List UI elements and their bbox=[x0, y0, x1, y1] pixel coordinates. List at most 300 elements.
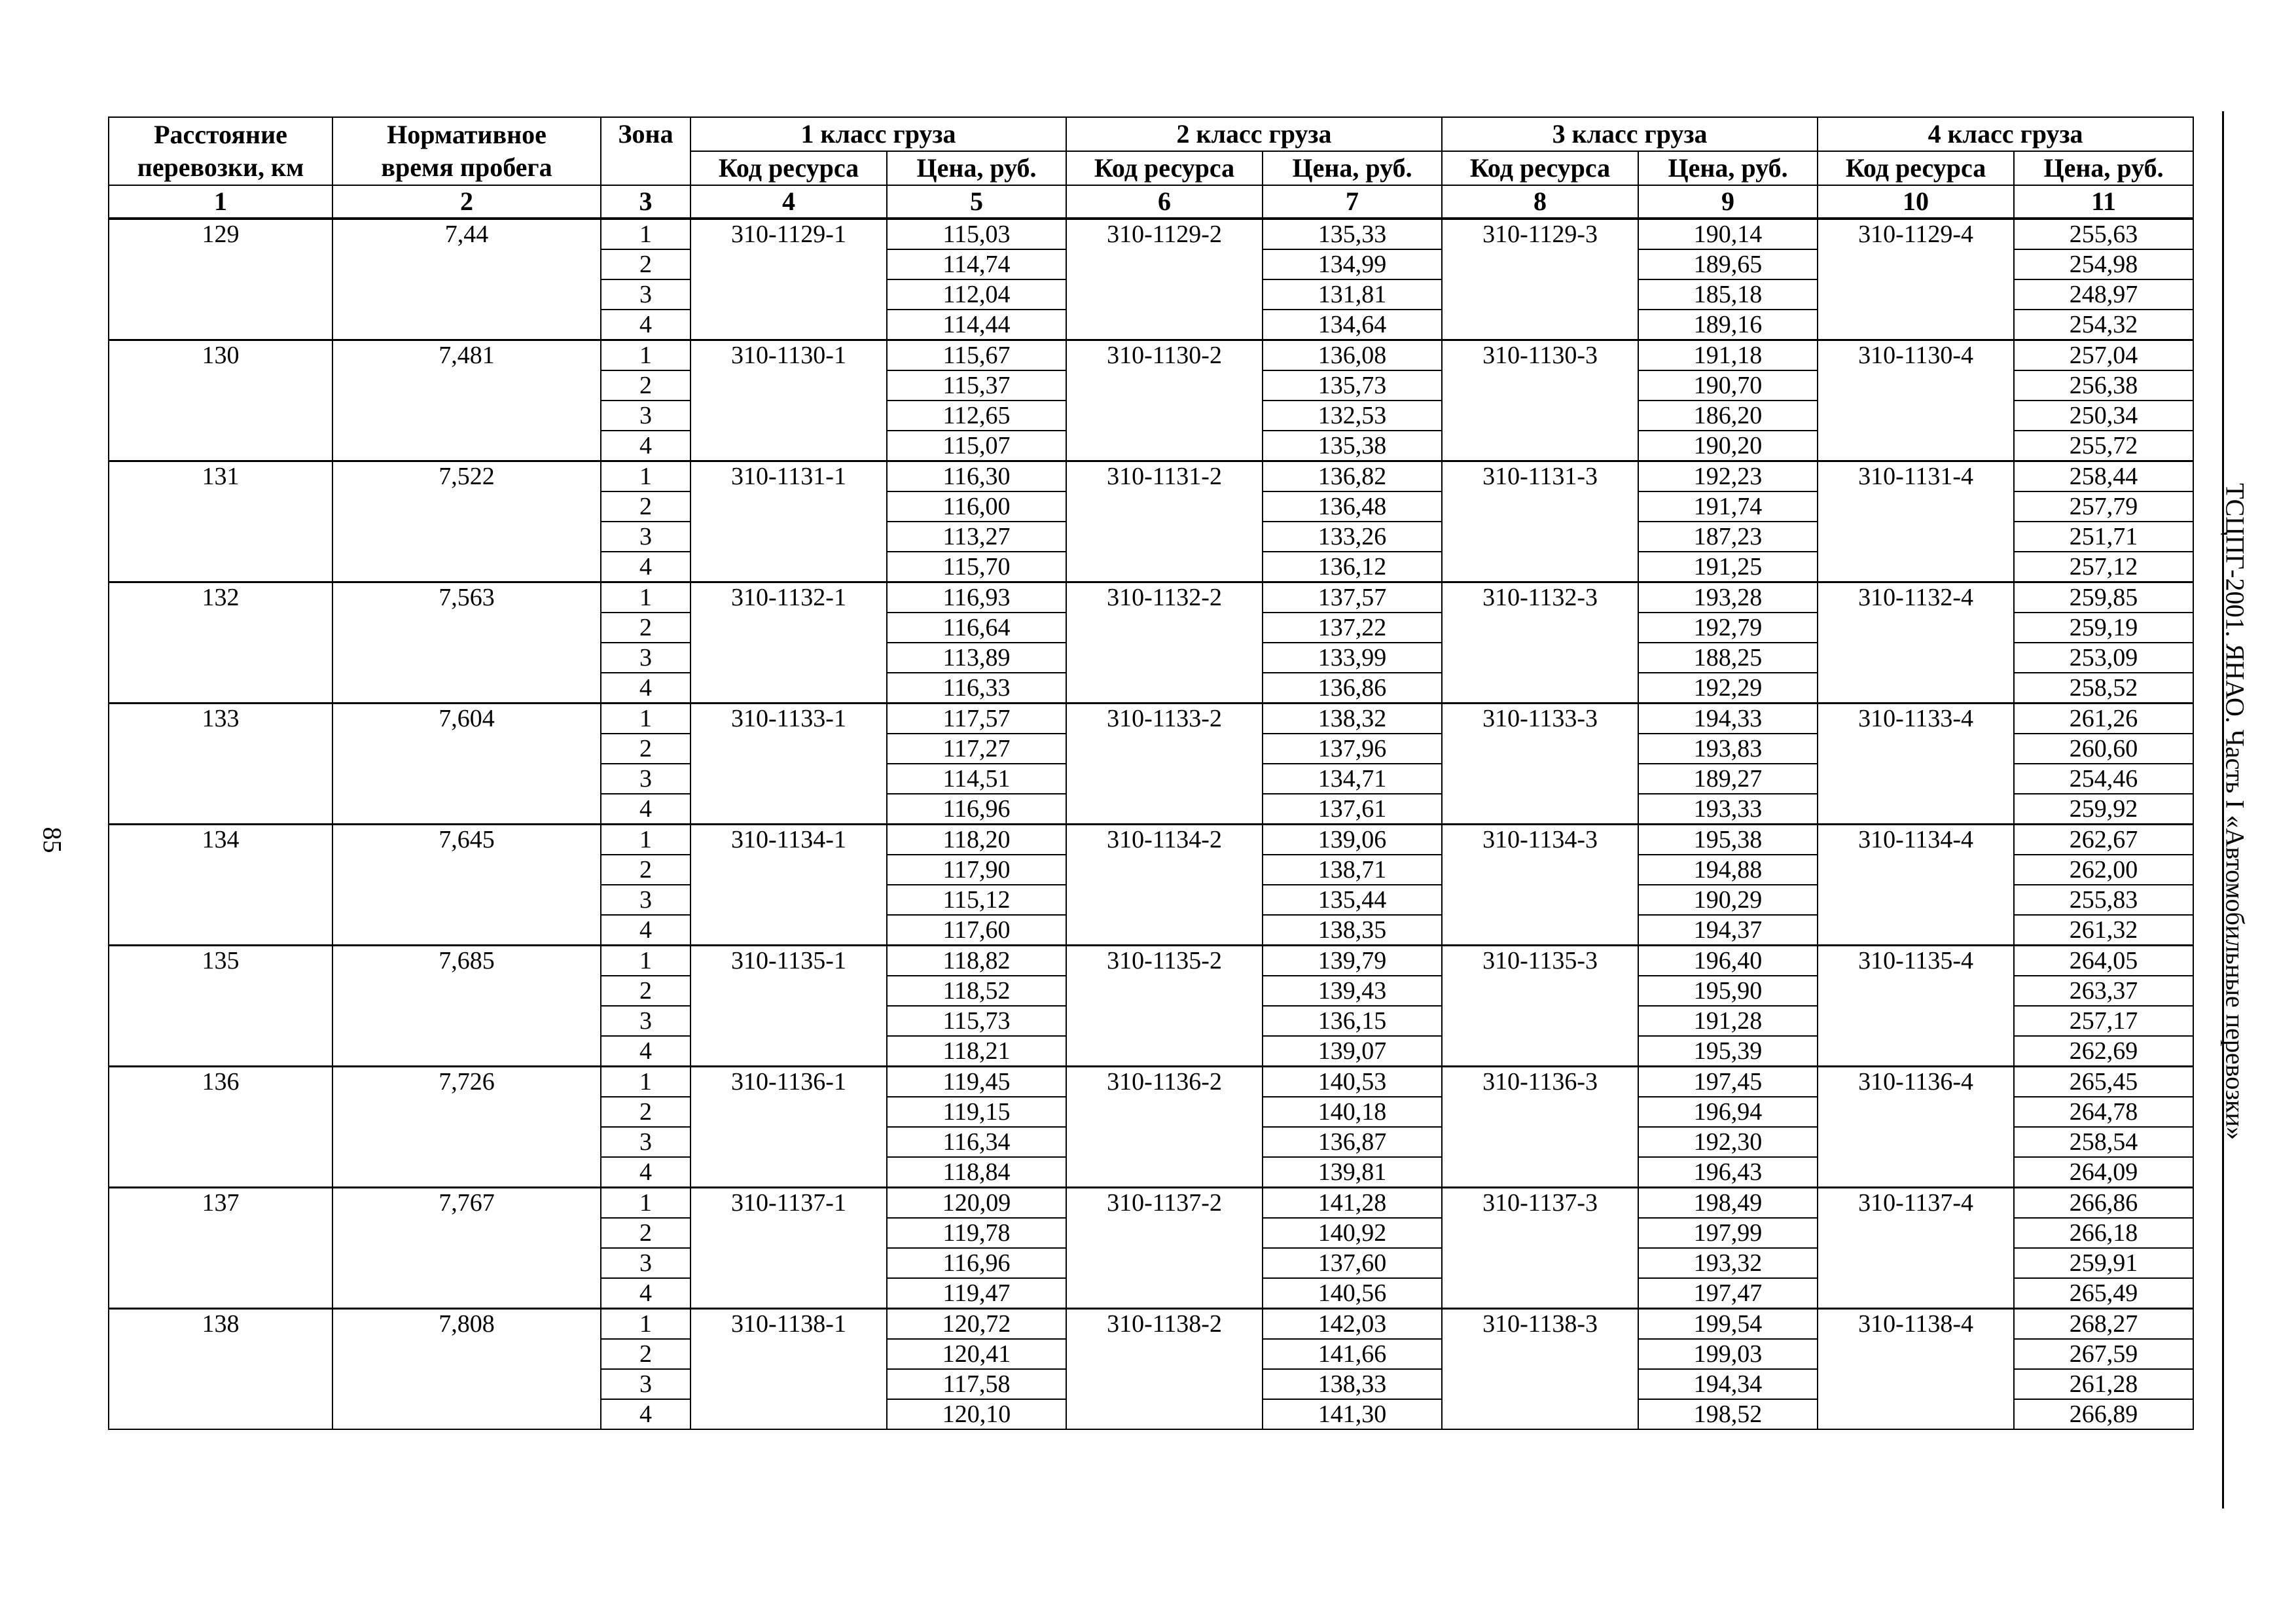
price-cell: 137,61 bbox=[1263, 794, 1442, 825]
price-cell: 138,33 bbox=[1263, 1369, 1442, 1399]
resource-code-cell: 310-1138-2 bbox=[1066, 1309, 1263, 1430]
price-cell: 115,03 bbox=[887, 219, 1066, 249]
zone-cell: 2 bbox=[601, 976, 691, 1006]
distance-cell: 136 bbox=[109, 1067, 332, 1188]
zone-cell: 2 bbox=[601, 855, 691, 885]
price-cell: 258,52 bbox=[2014, 673, 2193, 704]
column-number: 3 bbox=[601, 185, 691, 219]
distance-cell: 132 bbox=[109, 582, 332, 704]
price-cell: 118,52 bbox=[887, 976, 1066, 1006]
price-cell: 255,72 bbox=[2014, 431, 2193, 461]
price-cell: 185,18 bbox=[1638, 279, 1818, 310]
distance-cell: 130 bbox=[109, 340, 332, 461]
price-cell: 259,19 bbox=[2014, 613, 2193, 643]
zone-cell: 4 bbox=[601, 794, 691, 825]
price-cell: 115,12 bbox=[887, 885, 1066, 915]
price-cell: 264,05 bbox=[2014, 946, 2193, 976]
zone-cell: 1 bbox=[601, 704, 691, 734]
price-cell: 250,34 bbox=[2014, 401, 2193, 431]
price-cell: 266,86 bbox=[2014, 1188, 2193, 1219]
price-cell: 193,32 bbox=[1638, 1248, 1818, 1278]
price-cell: 140,92 bbox=[1263, 1218, 1442, 1248]
price-cell: 191,74 bbox=[1638, 491, 1818, 522]
price-cell: 120,72 bbox=[887, 1309, 1066, 1340]
price-cell: 253,09 bbox=[2014, 643, 2193, 673]
price-cell: 186,20 bbox=[1638, 401, 1818, 431]
resource-code-cell: 310-1135-3 bbox=[1442, 946, 1638, 1067]
zone-cell: 3 bbox=[601, 1248, 691, 1278]
price-cell: 115,07 bbox=[887, 431, 1066, 461]
resource-code-cell: 310-1132-4 bbox=[1818, 582, 2014, 704]
price-cell: 267,59 bbox=[2014, 1339, 2193, 1369]
price-cell: 248,97 bbox=[2014, 279, 2193, 310]
distance-cell: 133 bbox=[109, 704, 332, 825]
price-cell: 140,18 bbox=[1263, 1097, 1442, 1127]
page-number: 85 bbox=[37, 827, 67, 853]
zone-cell: 2 bbox=[601, 1218, 691, 1248]
header-price: Цена, руб. bbox=[1263, 151, 1442, 185]
price-cell: 191,28 bbox=[1638, 1006, 1818, 1036]
table-row bbox=[109, 1309, 2193, 1340]
price-cell: 116,30 bbox=[887, 461, 1066, 492]
run-time-cell: 7,726 bbox=[332, 1067, 601, 1188]
price-cell: 199,54 bbox=[1638, 1309, 1818, 1340]
price-cell: 120,09 bbox=[887, 1188, 1066, 1219]
zone-cell: 2 bbox=[601, 1097, 691, 1127]
zone-cell: 3 bbox=[601, 401, 691, 431]
zone-cell: 4 bbox=[601, 673, 691, 704]
price-cell: 120,10 bbox=[887, 1399, 1066, 1429]
price-cell: 115,70 bbox=[887, 552, 1066, 582]
price-cell: 190,29 bbox=[1638, 885, 1818, 915]
price-cell: 141,30 bbox=[1263, 1399, 1442, 1429]
price-cell: 194,37 bbox=[1638, 915, 1818, 946]
zone-cell: 2 bbox=[601, 491, 691, 522]
run-time-cell: 7,44 bbox=[332, 219, 601, 340]
resource-code-cell: 310-1129-3 bbox=[1442, 219, 1638, 340]
resource-code-cell: 310-1131-4 bbox=[1818, 461, 2014, 582]
price-cell: 265,49 bbox=[2014, 1278, 2193, 1309]
run-time-cell: 7,808 bbox=[332, 1309, 601, 1430]
zone-cell: 1 bbox=[601, 946, 691, 976]
price-cell: 134,71 bbox=[1263, 764, 1442, 794]
price-cell: 117,60 bbox=[887, 915, 1066, 946]
resource-code-cell: 310-1137-4 bbox=[1818, 1188, 2014, 1309]
price-cell: 251,71 bbox=[2014, 522, 2193, 552]
zone-cell: 1 bbox=[601, 825, 691, 855]
run-time-cell: 7,563 bbox=[332, 582, 601, 704]
table-row bbox=[109, 461, 2193, 492]
price-cell: 116,96 bbox=[887, 794, 1066, 825]
price-cell: 118,20 bbox=[887, 825, 1066, 855]
price-cell: 117,58 bbox=[887, 1369, 1066, 1399]
price-cell: 141,66 bbox=[1263, 1339, 1442, 1369]
resource-code-cell: 310-1136-2 bbox=[1066, 1067, 1263, 1188]
resource-code-cell: 310-1129-4 bbox=[1818, 219, 2014, 340]
price-cell: 116,00 bbox=[887, 491, 1066, 522]
price-cell: 135,38 bbox=[1263, 431, 1442, 461]
zone-cell: 1 bbox=[601, 1188, 691, 1219]
price-cell: 141,28 bbox=[1263, 1188, 1442, 1219]
price-cell: 116,33 bbox=[887, 673, 1066, 704]
resource-code-cell: 310-1132-2 bbox=[1066, 582, 1263, 704]
run-time-cell: 7,481 bbox=[332, 340, 601, 461]
price-cell: 115,67 bbox=[887, 340, 1066, 371]
price-cell: 136,15 bbox=[1263, 1006, 1442, 1036]
resource-code-cell: 310-1130-4 bbox=[1818, 340, 2014, 461]
zone-cell: 1 bbox=[601, 582, 691, 613]
price-cell: 138,71 bbox=[1263, 855, 1442, 885]
price-cell: 133,99 bbox=[1263, 643, 1442, 673]
price-cell: 197,99 bbox=[1638, 1218, 1818, 1248]
header-class-1: 1 класс груза bbox=[691, 117, 1066, 151]
price-cell: 116,34 bbox=[887, 1127, 1066, 1157]
header-zone: Зона bbox=[601, 117, 691, 185]
header-price: Цена, руб. bbox=[887, 151, 1066, 185]
price-cell: 257,17 bbox=[2014, 1006, 2193, 1036]
price-cell: 192,29 bbox=[1638, 673, 1818, 704]
resource-code-cell: 310-1136-4 bbox=[1818, 1067, 2014, 1188]
price-cell: 136,12 bbox=[1263, 552, 1442, 582]
resource-code-cell: 310-1133-4 bbox=[1818, 704, 2014, 825]
price-cell: 118,84 bbox=[887, 1157, 1066, 1188]
price-cell: 193,83 bbox=[1638, 734, 1818, 764]
price-cell: 193,33 bbox=[1638, 794, 1818, 825]
zone-cell: 3 bbox=[601, 643, 691, 673]
header-price: Цена, руб. bbox=[1638, 151, 1818, 185]
price-cell: 189,65 bbox=[1638, 249, 1818, 279]
price-cell: 119,45 bbox=[887, 1067, 1066, 1097]
resource-code-cell: 310-1132-3 bbox=[1442, 582, 1638, 704]
resource-code-cell: 310-1136-3 bbox=[1442, 1067, 1638, 1188]
price-cell: 254,98 bbox=[2014, 249, 2193, 279]
resource-code-cell: 310-1138-1 bbox=[691, 1309, 887, 1430]
distance-cell: 135 bbox=[109, 946, 332, 1067]
price-cell: 257,12 bbox=[2014, 552, 2193, 582]
price-cell: 254,32 bbox=[2014, 310, 2193, 340]
zone-cell: 1 bbox=[601, 1067, 691, 1097]
table-body bbox=[109, 219, 2193, 1429]
price-cell: 138,32 bbox=[1263, 704, 1442, 734]
price-cell: 265,45 bbox=[2014, 1067, 2193, 1097]
price-cell: 132,53 bbox=[1263, 401, 1442, 431]
price-cell: 195,90 bbox=[1638, 976, 1818, 1006]
price-cell: 117,90 bbox=[887, 855, 1066, 885]
price-cell: 263,37 bbox=[2014, 976, 2193, 1006]
price-cell: 115,73 bbox=[887, 1006, 1066, 1036]
price-cell: 135,33 bbox=[1263, 219, 1442, 249]
resource-code-cell: 310-1130-2 bbox=[1066, 340, 1263, 461]
resource-code-cell: 310-1131-2 bbox=[1066, 461, 1263, 582]
price-cell: 189,16 bbox=[1638, 310, 1818, 340]
price-cell: 197,45 bbox=[1638, 1067, 1818, 1097]
header-price: Цена, руб. bbox=[2014, 151, 2193, 185]
header-class-4: 4 класс груза bbox=[1818, 117, 2193, 151]
distance-cell: 138 bbox=[109, 1309, 332, 1430]
price-cell: 113,89 bbox=[887, 643, 1066, 673]
table-row bbox=[109, 1067, 2193, 1097]
price-cell: 119,47 bbox=[887, 1278, 1066, 1309]
header-class-2: 2 класс груза bbox=[1066, 117, 1442, 151]
price-cell: 139,07 bbox=[1263, 1036, 1442, 1067]
column-number: 5 bbox=[887, 185, 1066, 219]
price-cell: 137,96 bbox=[1263, 734, 1442, 764]
price-cell: 190,20 bbox=[1638, 431, 1818, 461]
price-cell: 197,47 bbox=[1638, 1278, 1818, 1309]
zone-cell: 3 bbox=[601, 279, 691, 310]
price-cell: 255,83 bbox=[2014, 885, 2193, 915]
resource-code-cell: 310-1137-1 bbox=[691, 1188, 887, 1309]
resource-code-cell: 310-1137-3 bbox=[1442, 1188, 1638, 1309]
zone-cell: 4 bbox=[601, 1036, 691, 1067]
price-cell: 264,09 bbox=[2014, 1157, 2193, 1188]
header-distance: Расстояние перевозки, км bbox=[109, 117, 332, 185]
price-cell: 138,35 bbox=[1263, 915, 1442, 946]
price-cell: 119,15 bbox=[887, 1097, 1066, 1127]
resource-code-cell: 310-1133-1 bbox=[691, 704, 887, 825]
header-code: Код ресурса bbox=[1818, 151, 2014, 185]
column-number: 4 bbox=[691, 185, 887, 219]
zone-cell: 3 bbox=[601, 522, 691, 552]
resource-code-cell: 310-1131-3 bbox=[1442, 461, 1638, 582]
zone-cell: 2 bbox=[601, 734, 691, 764]
price-cell: 259,85 bbox=[2014, 582, 2193, 613]
price-cell: 254,46 bbox=[2014, 764, 2193, 794]
price-cell: 112,04 bbox=[887, 279, 1066, 310]
price-cell: 261,26 bbox=[2014, 704, 2193, 734]
price-cell: 117,57 bbox=[887, 704, 1066, 734]
price-cell: 135,73 bbox=[1263, 370, 1442, 401]
header-code: Код ресурса bbox=[691, 151, 887, 185]
zone-cell: 3 bbox=[601, 1369, 691, 1399]
zone-cell: 3 bbox=[601, 1006, 691, 1036]
price-cell: 119,78 bbox=[887, 1218, 1066, 1248]
price-cell: 137,60 bbox=[1263, 1248, 1442, 1278]
column-number-row bbox=[109, 185, 2193, 219]
resource-code-cell: 310-1137-2 bbox=[1066, 1188, 1263, 1309]
resource-code-cell: 310-1130-1 bbox=[691, 340, 887, 461]
price-cell: 266,18 bbox=[2014, 1218, 2193, 1248]
resource-code-cell: 310-1132-1 bbox=[691, 582, 887, 704]
price-cell: 259,91 bbox=[2014, 1248, 2193, 1278]
zone-cell: 1 bbox=[601, 219, 691, 249]
price-cell: 131,81 bbox=[1263, 279, 1442, 310]
price-cell: 113,27 bbox=[887, 522, 1066, 552]
price-cell: 187,23 bbox=[1638, 522, 1818, 552]
price-cell: 192,23 bbox=[1638, 461, 1818, 492]
header-class-3: 3 класс груза bbox=[1442, 117, 1818, 151]
table-row bbox=[109, 582, 2193, 613]
distance-cell: 129 bbox=[109, 219, 332, 340]
price-cell: 136,86 bbox=[1263, 673, 1442, 704]
price-cell: 194,88 bbox=[1638, 855, 1818, 885]
resource-code-cell: 310-1134-1 bbox=[691, 825, 887, 946]
price-cell: 136,08 bbox=[1263, 340, 1442, 371]
zone-cell: 4 bbox=[601, 431, 691, 461]
price-cell: 139,81 bbox=[1263, 1157, 1442, 1188]
price-cell: 192,30 bbox=[1638, 1127, 1818, 1157]
resource-code-cell: 310-1134-2 bbox=[1066, 825, 1263, 946]
column-number: 6 bbox=[1066, 185, 1263, 219]
resource-code-cell: 310-1136-1 bbox=[691, 1067, 887, 1188]
price-cell: 261,28 bbox=[2014, 1369, 2193, 1399]
price-cell: 134,64 bbox=[1263, 310, 1442, 340]
price-cell: 137,57 bbox=[1263, 582, 1442, 613]
price-cell: 115,37 bbox=[887, 370, 1066, 401]
price-cell: 136,82 bbox=[1263, 461, 1442, 492]
price-cell: 258,44 bbox=[2014, 461, 2193, 492]
run-time-cell: 7,604 bbox=[332, 704, 601, 825]
column-number: 7 bbox=[1263, 185, 1442, 219]
zone-cell: 4 bbox=[601, 310, 691, 340]
price-cell: 262,69 bbox=[2014, 1036, 2193, 1067]
column-number: 1 bbox=[109, 185, 332, 219]
price-cell: 261,32 bbox=[2014, 915, 2193, 946]
run-time-cell: 7,767 bbox=[332, 1188, 601, 1309]
price-cell: 268,27 bbox=[2014, 1309, 2193, 1340]
zone-cell: 1 bbox=[601, 340, 691, 371]
zone-cell: 2 bbox=[601, 1339, 691, 1369]
price-cell: 116,96 bbox=[887, 1248, 1066, 1278]
table-header bbox=[109, 117, 2193, 219]
price-cell: 189,27 bbox=[1638, 764, 1818, 794]
resource-code-cell: 310-1133-3 bbox=[1442, 704, 1638, 825]
zone-cell: 2 bbox=[601, 249, 691, 279]
table-row bbox=[109, 219, 2193, 249]
price-cell: 196,40 bbox=[1638, 946, 1818, 976]
price-cell: 142,03 bbox=[1263, 1309, 1442, 1340]
price-cell: 134,99 bbox=[1263, 249, 1442, 279]
header-time: Нормативное время пробега bbox=[332, 117, 601, 185]
column-number: 8 bbox=[1442, 185, 1638, 219]
price-cell: 195,38 bbox=[1638, 825, 1818, 855]
resource-code-cell: 310-1134-4 bbox=[1818, 825, 2014, 946]
distance-cell: 131 bbox=[109, 461, 332, 582]
price-cell: 188,25 bbox=[1638, 643, 1818, 673]
price-cell: 133,26 bbox=[1263, 522, 1442, 552]
price-cell: 193,28 bbox=[1638, 582, 1818, 613]
price-cell: 262,00 bbox=[2014, 855, 2193, 885]
price-cell: 198,52 bbox=[1638, 1399, 1818, 1429]
table-row bbox=[109, 825, 2193, 855]
price-cell: 198,49 bbox=[1638, 1188, 1818, 1219]
column-number: 2 bbox=[332, 185, 601, 219]
price-cell: 114,51 bbox=[887, 764, 1066, 794]
price-cell: 256,38 bbox=[2014, 370, 2193, 401]
resource-code-cell: 310-1134-3 bbox=[1442, 825, 1638, 946]
zone-cell: 2 bbox=[601, 370, 691, 401]
price-cell: 139,79 bbox=[1263, 946, 1442, 976]
resource-code-cell: 310-1138-3 bbox=[1442, 1309, 1638, 1430]
price-cell: 258,54 bbox=[2014, 1127, 2193, 1157]
resource-code-cell: 310-1129-2 bbox=[1066, 219, 1263, 340]
price-cell: 117,27 bbox=[887, 734, 1066, 764]
price-cell: 191,25 bbox=[1638, 552, 1818, 582]
header-code: Код ресурса bbox=[1066, 151, 1263, 185]
price-cell: 116,93 bbox=[887, 582, 1066, 613]
price-cell: 137,22 bbox=[1263, 613, 1442, 643]
price-cell: 199,03 bbox=[1638, 1339, 1818, 1369]
price-cell: 194,34 bbox=[1638, 1369, 1818, 1399]
table-row bbox=[109, 340, 2193, 371]
zone-cell: 4 bbox=[601, 915, 691, 946]
price-cell: 112,65 bbox=[887, 401, 1066, 431]
price-cell: 118,82 bbox=[887, 946, 1066, 976]
price-cell: 257,79 bbox=[2014, 491, 2193, 522]
table-row bbox=[109, 946, 2193, 976]
price-cell: 139,43 bbox=[1263, 976, 1442, 1006]
resource-code-cell: 310-1129-1 bbox=[691, 219, 887, 340]
resource-code-cell: 310-1135-4 bbox=[1818, 946, 2014, 1067]
price-cell: 259,92 bbox=[2014, 794, 2193, 825]
column-number: 11 bbox=[2014, 185, 2193, 219]
running-title-text: ТСЦПГ-2001. ЯНАО. Часть I «Автомобильные перевозки» bbox=[2220, 483, 2250, 1140]
column-number: 10 bbox=[1818, 185, 2014, 219]
price-cell: 264,78 bbox=[2014, 1097, 2193, 1127]
price-cell: 262,67 bbox=[2014, 825, 2193, 855]
price-cell: 192,79 bbox=[1638, 613, 1818, 643]
distance-cell: 134 bbox=[109, 825, 332, 946]
price-cell: 190,14 bbox=[1638, 219, 1818, 249]
price-cell: 195,39 bbox=[1638, 1036, 1818, 1067]
zone-cell: 4 bbox=[601, 1157, 691, 1188]
price-cell: 140,56 bbox=[1263, 1278, 1442, 1309]
zone-cell: 4 bbox=[601, 552, 691, 582]
zone-cell: 1 bbox=[601, 1309, 691, 1340]
price-cell: 255,63 bbox=[2014, 219, 2193, 249]
price-cell: 116,64 bbox=[887, 613, 1066, 643]
price-cell: 118,21 bbox=[887, 1036, 1066, 1067]
resource-code-cell: 310-1131-1 bbox=[691, 461, 887, 582]
run-time-cell: 7,685 bbox=[332, 946, 601, 1067]
table-row bbox=[109, 1188, 2193, 1219]
zone-cell: 3 bbox=[601, 885, 691, 915]
price-cell: 136,87 bbox=[1263, 1127, 1442, 1157]
price-cell: 136,48 bbox=[1263, 491, 1442, 522]
resource-code-cell: 310-1135-2 bbox=[1066, 946, 1263, 1067]
distance-cell: 137 bbox=[109, 1188, 332, 1309]
header-code: Код ресурса bbox=[1442, 151, 1638, 185]
run-time-cell: 7,522 bbox=[332, 461, 601, 582]
resource-code-cell: 310-1133-2 bbox=[1066, 704, 1263, 825]
run-time-cell: 7,645 bbox=[332, 825, 601, 946]
resource-code-cell: 310-1135-1 bbox=[691, 946, 887, 1067]
price-cell: 194,33 bbox=[1638, 704, 1818, 734]
price-cell: 140,53 bbox=[1263, 1067, 1442, 1097]
price-cell: 135,44 bbox=[1263, 885, 1442, 915]
price-cell: 260,60 bbox=[2014, 734, 2193, 764]
zone-cell: 3 bbox=[601, 1127, 691, 1157]
price-cell: 114,74 bbox=[887, 249, 1066, 279]
freight-rate-table bbox=[108, 116, 2194, 1430]
price-cell: 266,89 bbox=[2014, 1399, 2193, 1429]
resource-code-cell: 310-1138-4 bbox=[1818, 1309, 2014, 1430]
zone-cell: 4 bbox=[601, 1399, 691, 1429]
price-cell: 191,18 bbox=[1638, 340, 1818, 371]
zone-cell: 2 bbox=[601, 613, 691, 643]
table-row bbox=[109, 704, 2193, 734]
zone-cell: 1 bbox=[601, 461, 691, 492]
zone-cell: 4 bbox=[601, 1278, 691, 1309]
price-cell: 196,43 bbox=[1638, 1157, 1818, 1188]
resource-code-cell: 310-1130-3 bbox=[1442, 340, 1638, 461]
price-cell: 196,94 bbox=[1638, 1097, 1818, 1127]
price-cell: 190,70 bbox=[1638, 370, 1818, 401]
price-cell: 120,41 bbox=[887, 1339, 1066, 1369]
price-cell: 257,04 bbox=[2014, 340, 2193, 371]
column-number: 9 bbox=[1638, 185, 1818, 219]
zone-cell: 3 bbox=[601, 764, 691, 794]
